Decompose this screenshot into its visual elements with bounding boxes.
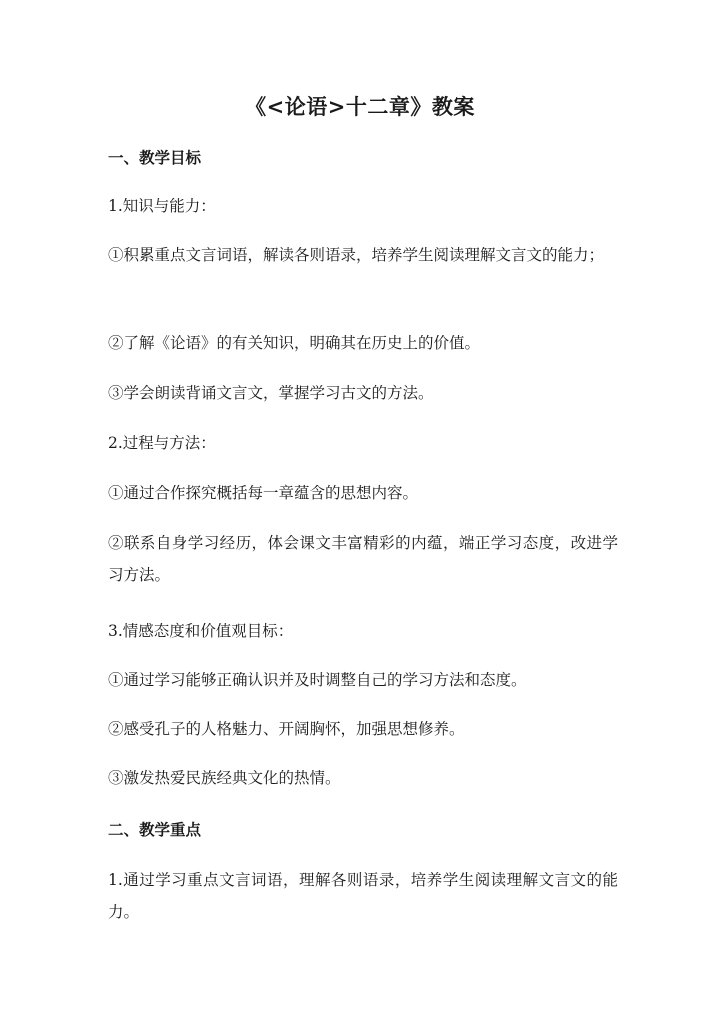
goal-item-process-1: ①通过合作探究概括每一章蕴含的思想内容。 <box>108 484 419 502</box>
document-title: 《<论语>十二章》教案 <box>245 94 475 119</box>
section-heading-key-points: 二、教学重点 <box>108 821 202 839</box>
goal-item-knowledge-2: ②了解《论语》的有关知识，明确其在历史上的价值。 <box>108 334 481 352</box>
subsection-label-attitude: 3.情感态度和价值观目标： <box>108 622 294 640</box>
subsection-label-process: 2.过程与方法： <box>108 434 216 452</box>
goal-item-knowledge-3: ③学会朗读背诵文言文，掌握学习古文的方法。 <box>108 384 434 402</box>
section-heading-teaching-goals: 一、教学目标 <box>108 149 202 167</box>
subsection-label-knowledge: 1.知识与能力： <box>108 197 216 215</box>
goal-item-knowledge-1: ①积累重点文言词语，解读各则语录，培养学生阅读理解文言文的能力； <box>108 246 605 264</box>
goal-item-process-2: ②联系自身学习经历，体会课文丰富精彩的内蕴，端正学习态度，改进学习方法。 <box>108 534 618 584</box>
key-point-item-1: 1.通过学习重点文言词语，理解各则语录，培养学生阅读理解文言文的能力。 <box>108 871 618 921</box>
goal-item-attitude-1: ①通过学习能够正确认识并及时调整自己的学习方法和态度。 <box>108 671 527 689</box>
goal-item-attitude-2: ②感受孔子的人格魅力、开阔胸怀，加强思想修养。 <box>108 720 465 738</box>
goal-item-attitude-3: ③激发热爱民族经典文化的热情。 <box>108 769 341 787</box>
